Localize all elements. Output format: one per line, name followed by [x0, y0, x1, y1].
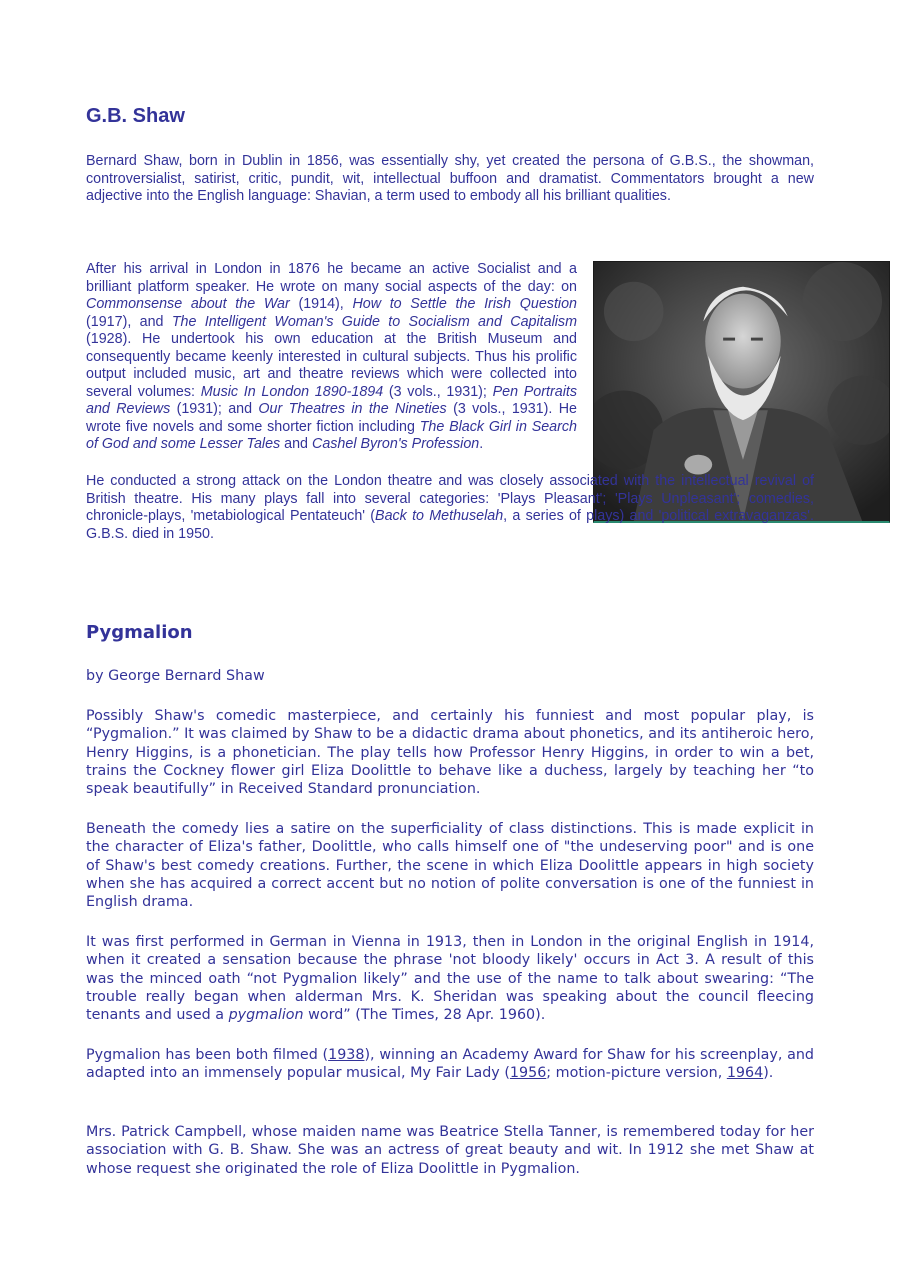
link-1964[interactable]: 1964 — [726, 1065, 764, 1082]
pygmalion-paragraph-1: Possibly Shaw's comedic masterpiece, and certainly his funniest and most popular play, is “Pygmalion.” It was claimed by Shaw to be a didactic drama about phonetics, and its antiheroic hero, Henry Higgins, is a phonetician. The play tells how Professor Henry Higgins, in order to win a bet, trains the Cockney flower girl Eliza Doolittle to behave like a duchess, largely by teaching her “to speak beautifully” in Received Standard pronunciation. — [86, 708, 814, 798]
link-1956[interactable]: 1956 — [509, 1065, 547, 1082]
shaw-paragraph-1: Bernard Shaw, born in Dublin in 1856, was essentially shy, yet created the persona of G.B.S., the showman, controversialist, satirist, critic, pundit, wit, intellectual buffoon and dramatist. Commentators brought a new adjective into the English language: Shavian, a term used to embody all his brilliant qualities. — [86, 153, 814, 204]
pygmalion-title: Pygmalion — [86, 622, 193, 643]
pygmalion-byline: by George Bernard Shaw — [86, 668, 265, 684]
shaw-title: G.B. Shaw — [86, 105, 185, 127]
pygmalion-paragraph-4: Pygmalion has been both filmed (1938), winning an Academy Award for Shaw for his screenplay, and adapted into an immensely popular musical, My Fair Lady (1956; motion-picture version, 1964). — [86, 1047, 814, 1082]
link-1938[interactable]: 1938 — [328, 1047, 365, 1063]
shaw-paragraph-2: After his arrival in London in 1876 he became an active Socialist and a brilliant platform speaker. He wrote on many social aspects of the day: on Commonsense about the War (1914), How to Settle the Irish Question (1917), and The Intelligent Woman's Guide to Socialism and Capitalism (1928). He undertook his own education at the British Museum and consequently became keenly interested in cultural subjects. Thus his prolific output included music, art and theatre reviews which were collected into several volumes: Music In London 1890-1894 (3 vols., 1931); Pen Portraits and Reviews (1931); and Our Theatres in the Nineties (3 vols., 1931). He wrote five novels and some shorter fiction including The Black Girl in Search of God and some Lesser Tales and Cashel Byron's Profession. — [86, 261, 577, 452]
pygmalion-paragraph-5: Mrs. Patrick Campbell, whose maiden name was Beatrice Stella Tanner, is remembered today for her association with G. B. Shaw. She was an actress of great beauty and wit. In 1912 she met Shaw at whose request she originated the role of Eliza Doolittle in Pygmalion. — [86, 1124, 814, 1177]
shaw-paragraph-3: He conducted a strong attack on the London theatre and was closely associated with the intellectual revival of British theatre. His many plays fall into several categories: 'Plays Pleasant'; 'Plays Unpleasant'; comedies, chronicle-plays, 'metabiological Pentateuch' (Back to Methuselah, a series of plays) and 'political extravaganzas'. G.B.S. died in 1950. — [86, 473, 814, 542]
pygmalion-paragraph-2: Beneath the comedy lies a satire on the superficiality of class distinctions. This is made explicit in the character of Eliza's father, Doolittle, who calls himself one of "the undeserving poor" and is one of Shaw's best comedy creations. Further, the scene in which Eliza Doolittle appears in high society when she has acquired a correct accent but no notion of polite conversation is one of the funniest in English drama. — [86, 821, 814, 911]
pygmalion-paragraph-3: It was first performed in German in Vienna in 1913, then in London in the original English in 1914, when it created a sensation because the phrase 'not bloody likely' occurs in Act 3. A result of this was the minced oath “not Pygmalion likely” and the use of the name to talk about swearing: “The trouble really began when alderman Mrs. K. Sheridan was speaking about the council fleecing tenants and used a pygmalion word” (The Times, 28 Apr. 1960). — [86, 934, 814, 1024]
